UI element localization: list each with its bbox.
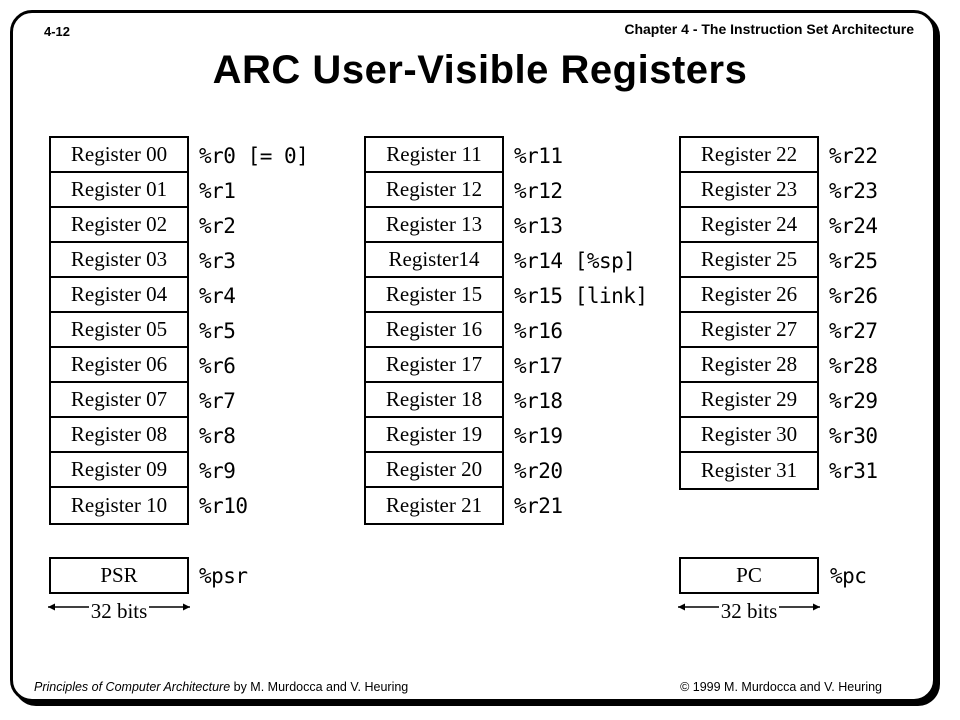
register-alias: %r31 — [829, 458, 878, 483]
register-cell: Register 02 — [51, 208, 187, 243]
footer-copyright: © 1999 M. Murdocca and V. Heuring — [680, 680, 882, 694]
register-alias: %r17 — [514, 353, 563, 378]
register-column-3 — [679, 136, 819, 490]
register-alias: %r13 — [514, 213, 563, 238]
footer-citation — [34, 680, 408, 694]
register-cell: Register 12 — [366, 173, 502, 208]
register-cell: Register 11 — [366, 138, 502, 173]
register-alias: %r19 — [514, 423, 563, 448]
register-alias: %r7 — [199, 388, 236, 413]
register-cell: Register 21 — [385, 493, 483, 517]
register-cell: Register 01 — [51, 173, 187, 208]
register-alias: %r11 — [514, 143, 563, 168]
register-alias: %r9 — [199, 458, 236, 483]
page-number: 4-12 — [44, 24, 71, 39]
register-alias: %r4 — [199, 283, 236, 308]
register-cell: Register14 — [366, 243, 502, 278]
register-cell: Register 06 — [51, 348, 187, 383]
book-title: Principles of Computer Architecture — [34, 680, 231, 694]
register-cell: Register 19 — [366, 418, 502, 453]
register-alias: %r29 — [829, 388, 878, 413]
register-cell: Register 05 — [51, 313, 187, 348]
register-alias: %r21 — [514, 493, 563, 518]
register-cell: Register 27 — [681, 313, 817, 348]
register-alias: %r6 — [199, 353, 236, 378]
slide-title: ARC User-Visible Registers — [212, 48, 748, 92]
register-alias: %r10 — [199, 493, 248, 518]
register-cell: Register 03 — [51, 243, 187, 278]
register-cell: Register 15 — [366, 278, 502, 313]
pc-alias: %pc — [830, 563, 867, 588]
register-column-2 — [364, 136, 504, 525]
register-alias: %r16 — [514, 318, 563, 343]
register-cell: Register 00 — [51, 138, 187, 173]
pc-width-indicator — [676, 597, 822, 623]
register-cell: Register 22 — [681, 138, 817, 173]
register-alias: %r24 — [829, 213, 878, 238]
register-alias: %r22 — [829, 143, 878, 168]
register-cell: Register 09 — [51, 453, 187, 488]
register-cell: Register 30 — [681, 418, 817, 453]
register-alias: %r8 — [199, 423, 236, 448]
chapter-heading: Chapter 4 - The Instruction Set Architecture — [624, 21, 914, 37]
register-cell: Register 04 — [51, 278, 187, 313]
psr-register-box: PSR — [49, 557, 189, 594]
register-alias: %r3 — [199, 248, 236, 273]
register-alias: %r27 — [829, 318, 878, 343]
register-cell: Register 24 — [681, 208, 817, 243]
pc-register-box: PC — [679, 557, 819, 594]
register-cell: Register 07 — [51, 383, 187, 418]
register-cell: Register 18 — [366, 383, 502, 418]
register-alias: %r25 — [829, 248, 878, 273]
register-cell: Register 28 — [681, 348, 817, 383]
register-alias: %r15 [link] — [514, 283, 648, 308]
register-cell: Register 25 — [681, 243, 817, 278]
psr-width-label: 32 bits — [90, 599, 148, 623]
psr-alias: %psr — [199, 563, 248, 588]
register-cell: Register 20 — [366, 453, 502, 488]
register-alias: %r30 — [829, 423, 878, 448]
register-alias: %r0 [= 0] — [199, 143, 309, 168]
psr-width-indicator — [46, 597, 192, 623]
register-alias: %r1 — [199, 178, 236, 203]
register-alias: %r20 — [514, 458, 563, 483]
register-alias: %r23 — [829, 178, 878, 203]
register-cell: Register 31 — [700, 458, 798, 482]
register-cell: Register 26 — [681, 278, 817, 313]
register-alias: %r12 — [514, 178, 563, 203]
register-alias: %r2 — [199, 213, 236, 238]
register-alias: %r26 — [829, 283, 878, 308]
register-alias: %r14 [%sp] — [514, 248, 636, 273]
register-cell: Register 29 — [681, 383, 817, 418]
pc-width-label: 32 bits — [720, 599, 778, 623]
register-alias: %r28 — [829, 353, 878, 378]
register-cell: Register 13 — [366, 208, 502, 243]
register-cell: Register 17 — [366, 348, 502, 383]
register-cell: Register 23 — [681, 173, 817, 208]
register-alias: %r5 — [199, 318, 236, 343]
register-cell: Register 08 — [51, 418, 187, 453]
register-cell: Register 16 — [366, 313, 502, 348]
register-column-1 — [49, 136, 189, 525]
register-cell: Register 10 — [70, 493, 168, 517]
book-authors: by M. Murdocca and V. Heuring — [230, 680, 409, 694]
register-alias: %r18 — [514, 388, 563, 413]
